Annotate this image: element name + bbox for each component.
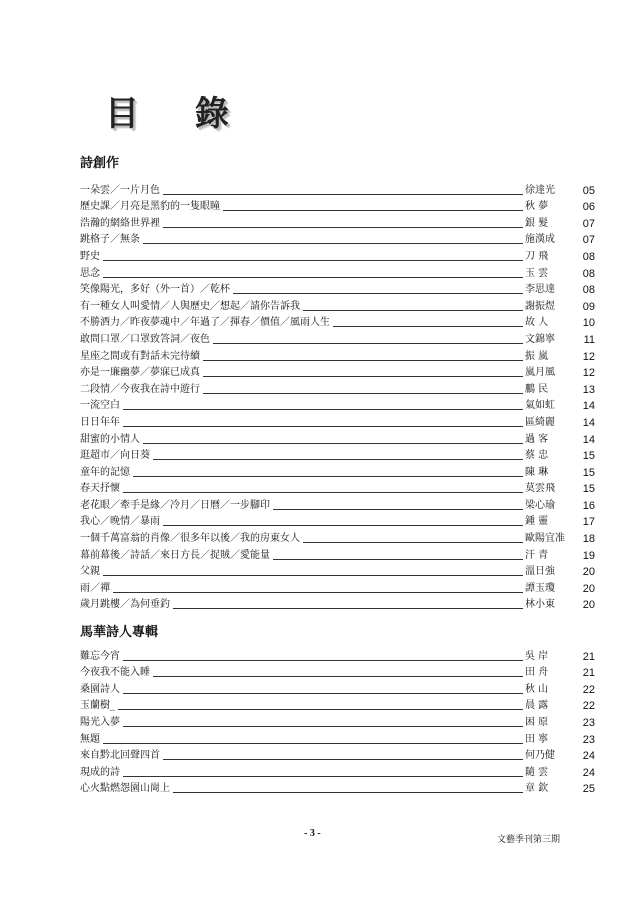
entry-author: 施漢成 [525,234,555,246]
entry-page-number: 19 [582,549,595,562]
entry-page-number: 05 [582,184,595,197]
toc-entry[interactable] [80,479,595,496]
entry-page-number: 08 [582,250,595,263]
leader-line [143,443,523,444]
entry-title: 歲月跳樓／為何垂釣 [80,599,170,611]
entry-page-number: 14 [582,433,595,446]
entry-title: 來自黔北回聲四首 [80,750,160,762]
entry-title: 玉蘭樹_ [80,700,115,712]
entry-title: 桑園詩人 [80,683,120,695]
leader-line [123,776,523,777]
entry-author: 何乃健 [525,750,555,762]
toc-entry[interactable] [80,562,595,579]
entry-page-number: 09 [582,300,595,313]
entry-title: 雨／禪 [80,582,110,594]
leader-line [173,608,523,609]
leader-line [133,476,523,477]
entry-author: 梁心瑜 [525,499,555,511]
entry-title: 亦是一廉幽夢／夢寐已成真 [80,367,200,379]
leader-line [223,210,523,211]
toc-entry[interactable] [80,429,595,446]
toc-entry[interactable] [80,762,595,779]
entry-title: 有一種女人叫愛情／人與歷史／想起／請你告訴我 [80,300,300,312]
entry-page-number: 15 [582,450,595,463]
entry-page-number: 17 [582,516,595,529]
entry-title: 幕前幕後／詩話／來日方長／捉賊／愛能量 [80,549,270,561]
toc-entry[interactable] [80,512,595,529]
leader-line [273,559,523,560]
leader-line [123,409,523,410]
page-title: 目 錄 [105,94,251,134]
toc-entry[interactable] [80,412,595,429]
footer-page-number: - 3 - [304,828,321,839]
entry-page-number: 18 [582,533,595,546]
entry-author: 田 舟 [525,667,549,679]
entry-author: 譚玉瓊 [525,582,555,594]
toc-entry[interactable] [80,578,595,595]
entry-title: 甜蜜的小情人 [80,433,140,445]
entry-page-number: 12 [582,350,595,363]
leader-line [103,260,523,261]
entry-author: 徐達光 [525,184,555,196]
entry-page-number: 25 [582,783,595,796]
toc-entry[interactable] [80,696,595,713]
toc-entry[interactable] [80,679,595,696]
toc-entry[interactable] [80,663,595,680]
toc-entry[interactable] [80,779,595,796]
entry-author: 晨 露 [525,700,549,712]
entry-author: 林小東 [525,599,555,611]
leader-line [203,393,523,394]
leader-line [143,243,523,244]
entry-author: 謝振煜 [525,300,555,312]
entry-page-number: 15 [582,483,595,496]
entry-page-number: 08 [582,267,595,280]
toc-entry[interactable] [80,230,595,247]
entry-author: 秋 山 [525,683,549,695]
toc-entry[interactable] [80,197,595,214]
leader-line [113,592,523,593]
section-heading-malaysian-poets: 馬華詩人專輯 [80,624,159,639]
entry-author: 田 寧 [525,733,549,745]
footer-magazine-title: 文藝季刊第三期 [497,835,561,845]
entry-author: 溫日強 [525,566,555,578]
toc-entry[interactable] [80,545,595,562]
toc-entry[interactable] [80,729,595,746]
entry-author: 故 人 [525,317,549,329]
entry-author: 莫雲飛 [525,483,555,495]
leader-line [163,759,523,760]
entry-title: 父親 [80,566,100,578]
entry-title: 心火點燃怨園山崗上 [80,783,170,795]
leader-line [123,492,523,493]
leader-line [213,343,523,344]
leader-line [233,293,523,294]
leader-line [163,227,523,228]
entry-page-number: 21 [582,667,595,680]
leader-line [273,509,523,510]
entry-page-number: 21 [582,650,595,663]
entry-page-number: 20 [582,566,595,579]
leader-line [103,575,523,576]
entry-title: 老花眼／牽手是緣／冷月／日曆／一步腳印 [80,499,270,511]
entry-author: 章 欽 [525,783,549,795]
entry-title: 無題 [80,733,100,745]
toc-entry[interactable] [80,363,595,380]
entry-title: 一朵雲／一片月色 [80,184,160,196]
entry-page-number: 14 [582,416,595,429]
entry-author: 玉 雲 [525,267,549,279]
entry-title: 今夜我不能入睡 [80,667,150,679]
entry-page-number: 23 [582,733,595,746]
entry-author: 歐陽宜准 [525,533,565,545]
entry-page-number: 23 [582,716,595,729]
entry-author: 嵐月風 [525,367,555,379]
leader-line [203,360,523,361]
leader-line [163,194,523,195]
entry-title: 春天抒懷 [80,483,120,495]
entry-title: 敢問口罩／口罩致答詞／夜色 [80,333,210,345]
entry-page-number: 07 [582,217,595,230]
entry-author: 文錦寧 [525,333,555,345]
entry-author: 銀 髮 [525,217,549,229]
leader-line [153,676,523,677]
toc-list-poetry [80,180,595,611]
toc-entry[interactable] [80,246,595,263]
entry-title: 歷史課／月亮是黑豹的一隻眼瞳 [80,201,220,213]
entry-author: 氣如虹 [525,400,555,412]
entry-author: 陳 琳 [525,466,549,478]
toc-entry[interactable] [80,213,595,230]
entry-title: 童年的記憶 [80,466,130,478]
toc-entry[interactable] [80,280,595,297]
toc-entry[interactable] [80,595,595,612]
entry-title: 陽光入夢 [80,716,120,728]
entry-page-number: 08 [582,284,595,297]
entry-page-number: 07 [582,234,595,247]
toc-entry[interactable] [80,180,595,197]
entry-page-number: 24 [582,766,595,779]
toc-entry[interactable] [80,446,595,463]
entry-title: 一個千萬富翁的肖像／很多年以後／我的房東女人 [80,533,300,545]
entry-title: 日日年年 [80,416,120,428]
entry-page-number: 10 [582,317,595,330]
toc-entry[interactable] [80,313,595,330]
entry-title: 思念 [80,267,100,279]
entry-author: 過 客 [525,433,549,445]
leader-line [163,525,523,526]
toc-entry[interactable] [80,296,595,313]
entry-author: 刀 飛 [525,250,549,262]
entry-author: 區綺麗 [525,416,555,428]
entry-page-number: 06 [582,201,595,214]
entry-title: 現成的詩 [80,766,120,778]
entry-title: 浩瀚的網絡世界裡 [80,217,160,229]
entry-page-number: 24 [582,750,595,763]
entry-page-number: 16 [582,499,595,512]
toc-entry[interactable] [80,329,595,346]
leader-line [103,743,523,744]
leader-line [153,459,523,460]
entry-page-number: 22 [582,683,595,696]
toc-entry[interactable] [80,379,595,396]
entry-title: 逛超市／向日葵 [80,450,150,462]
entry-author: 汗 青 [525,549,549,561]
leader-line [173,792,523,793]
entry-author: 鵬 民 [525,383,549,395]
leader-line [123,426,523,427]
entry-author: 秋 夢 [525,201,549,213]
entry-title: 跳格子／無条 [80,234,140,246]
section-heading-poetry: 詩創作 [80,155,120,170]
toc-entry[interactable] [80,462,595,479]
entry-author: 蔡 忠 [525,450,549,462]
entry-page-number: 20 [582,582,595,595]
entry-page-number: 13 [582,383,595,396]
entry-title: 二段情／今夜我在詩中遊行 [80,383,200,395]
entry-title: 野史 [80,250,100,262]
entry-title: 笑像陽光，多好（外一首）／乾杯 [80,284,230,296]
entry-title: 星座之間或有對話未完待續 [80,350,200,362]
entry-page-number: 14 [582,400,595,413]
entry-author: 振 嵐 [525,350,549,362]
entry-title: 一流空白 [80,400,120,412]
leader-line [118,709,523,710]
toc-entry[interactable] [80,712,595,729]
leader-line [123,693,523,694]
entry-author: 李思達 [525,284,555,296]
entry-author: 吳 岸 [525,650,549,662]
leader-line [123,660,523,661]
entry-page-number: 15 [582,466,595,479]
entry-title: 難忘今宵 [80,650,120,662]
toc-entry[interactable] [80,263,595,280]
toc-list-malaysian-poets [80,646,595,795]
leader-line [333,326,523,327]
entry-author: 鍾 靈 [525,516,549,528]
entry-page-number: 22 [582,700,595,713]
leader-line [303,542,523,543]
toc-entry[interactable] [80,746,595,763]
toc-entry[interactable] [80,646,595,663]
leader-line [103,277,523,278]
entry-author: 困 原 [525,716,549,728]
entry-title: 我心／晚情／暴雨 [80,516,160,528]
leader-line [303,310,523,311]
toc-entry[interactable] [80,528,595,545]
entry-title: 不勝酒力／昨夜夢魂中／年過了／揮春／價值／風雨人生 [80,317,330,329]
leader-line [123,726,523,727]
toc-entry[interactable] [80,495,595,512]
entry-author: 隨 雲 [525,766,549,778]
toc-entry[interactable] [80,396,595,413]
leader-line [203,376,523,377]
toc-entry[interactable] [80,346,595,363]
entry-page-number: 12 [582,367,595,380]
entry-page-number: 20 [582,599,595,612]
entry-page-number: 11 [583,333,595,346]
